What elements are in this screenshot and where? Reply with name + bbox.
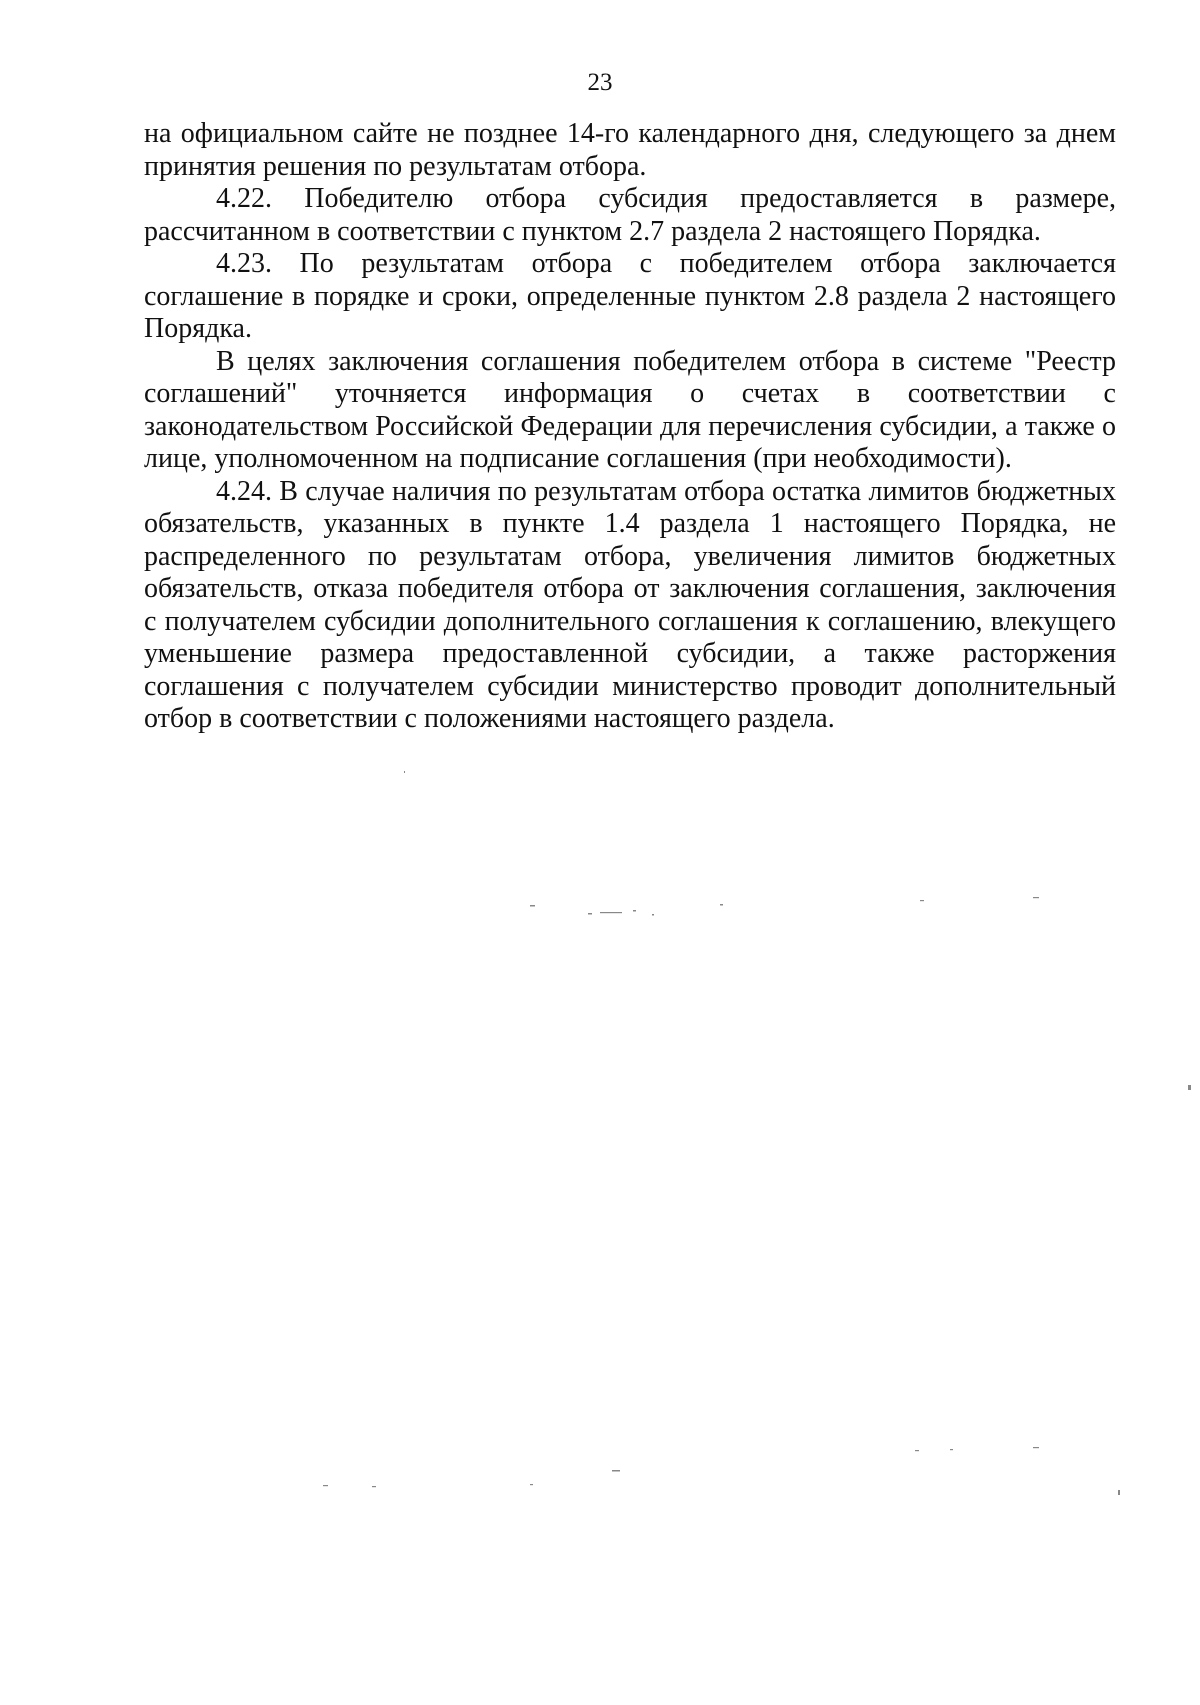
paragraph-4-24: 4.24. В случае наличия по результатам отбора остатка лимитов бюджетных обязательств, указанных в пункте 1.4 раздела 1 настоящего Порядка, не распределенного по результатам отбора, увеличения лимитов бюджетных обязательств, отказа победителя отбора от заключения соглашения, заключения с получателем субсидии дополнительного соглашения к соглашению, влекущего уменьшение размера предоставленной субсидии, а также расторжения соглашения с получателем субсидии министерство проводит дополнительный отбор в соответствии с положениями настоящего раздела. — [144, 475, 1116, 734]
document-body — [144, 118, 1116, 736]
paragraph-4-23: 4.23. По результатам отбора с победителем отбора заключается соглашение в порядке и сроки, определенные пунктом 2.8 раздела 2 настоящего Порядка. — [144, 248, 1116, 344]
paragraph-4-22: 4.22. Победителю отбора субсидия предоставляется в размере, рассчитанном в соответствии с пунктом 2.7 раздела 2 настоящего Порядка. — [144, 183, 1116, 247]
page-number: 23 — [587, 69, 613, 96]
paragraph-continuation: на официальном сайте не позднее 14-го календарного дня, следующего за днем принятия решения по результатам отбора. — [144, 118, 1116, 182]
paragraph-registry-agreements: В целях заключения соглашения победителем отбора в системе "Реестр соглашений" уточняется информация о счетах в соответствии с законодательством Российской Федерации для перечисления субсидии, а также о лице, уполномоченном на подписание соглашения (при необходимости). — [144, 345, 1116, 474]
